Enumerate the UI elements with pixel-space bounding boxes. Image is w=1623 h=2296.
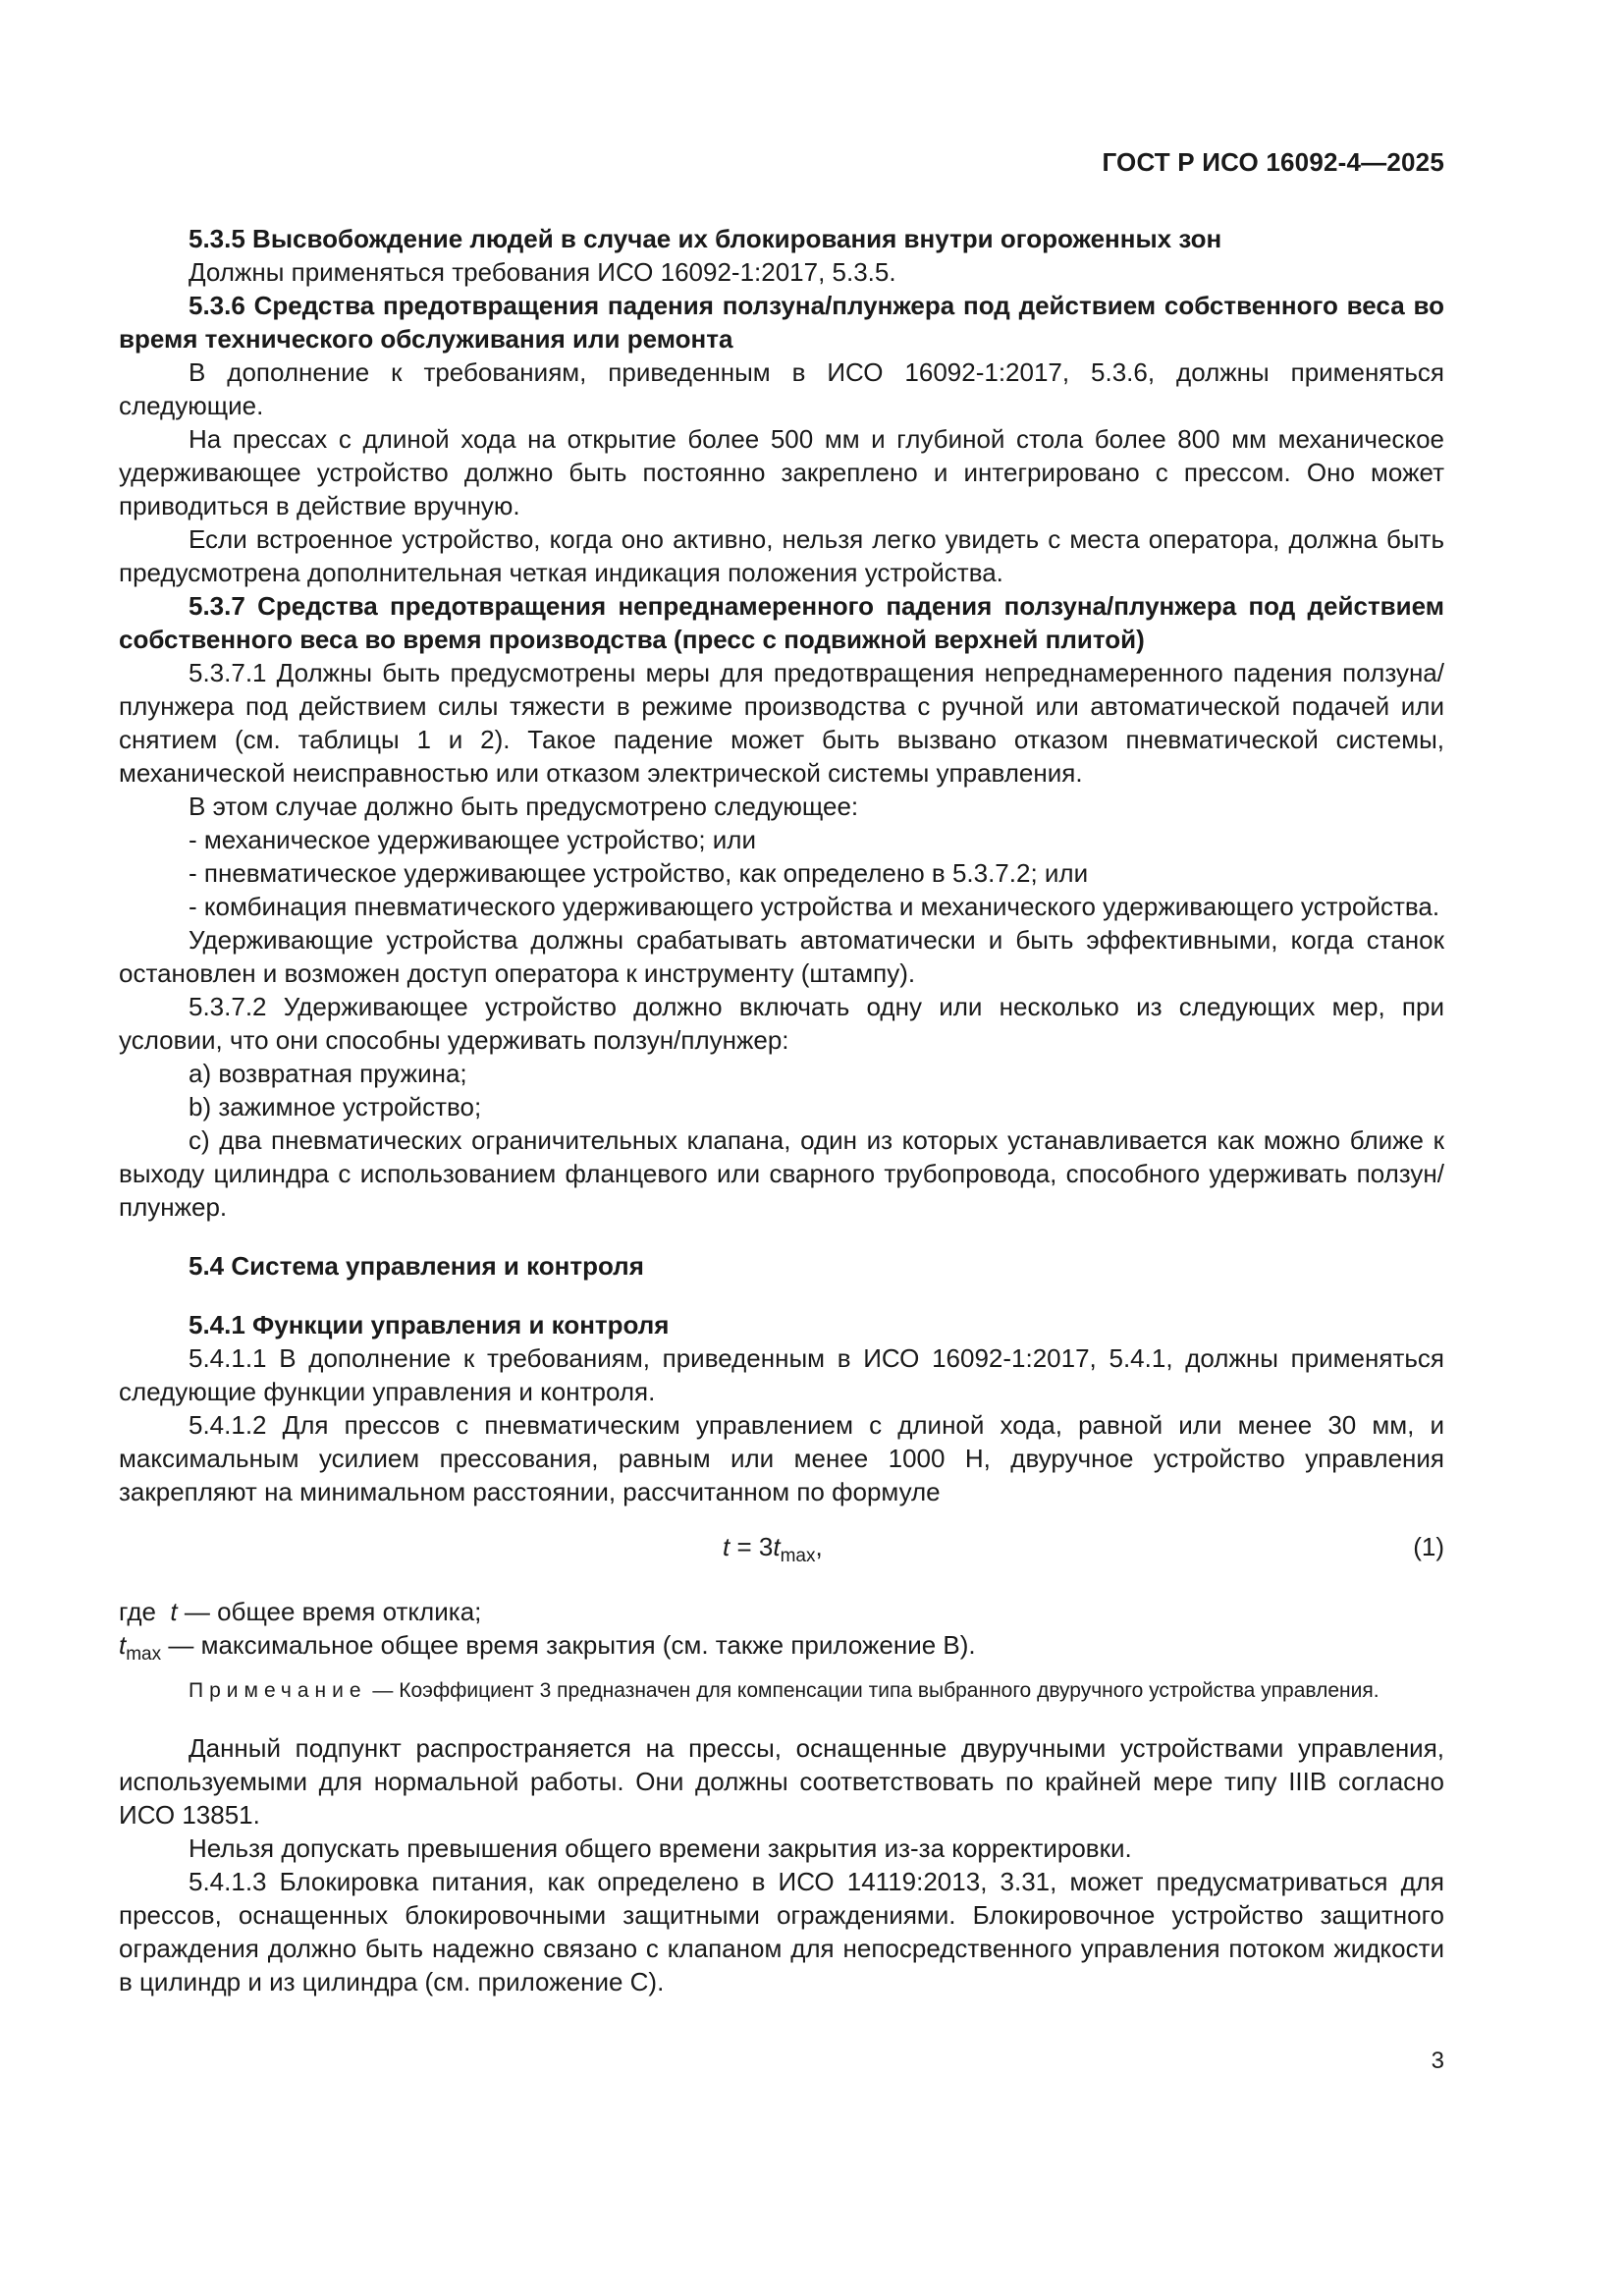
- paragraph: Удерживающие устройства должны срабатывать автоматически и быть эффективными, когда станок остановлен и возможен доступ оператора к инструменту (штампу).: [119, 925, 1444, 988]
- list-item: - механическое удерживающее устройство; или: [189, 825, 756, 854]
- paragraph: В этом случае должно быть предусмотрено следующее:: [189, 792, 859, 821]
- list-item: - пневматическое удерживающее устройство, как определено в 5.3.7.2; или: [189, 858, 1089, 888]
- paragraph: Должны применяться требования ИСО 16092-1:2017, 5.3.5.: [189, 257, 896, 287]
- note-label: Примечание: [189, 1679, 367, 1702]
- paragraph: 5.4.1.2 Для прессов с пневматическим управлением с длиной хода, равной или менее 30 мм, и максимальным усилием прессования, равным или менее 1000 Н, двуручное устройство управления закрепляют на минимальном расстоянии, рассчитанном по формуле: [119, 1410, 1444, 1506]
- note-text: — Коэффициент 3 предназначен для компенсации типа выбранного двуручного устройства управления.: [366, 1679, 1380, 1702]
- section-5-3-7-heading: 5.3.7 Средства предотвращения непреднамеренного падения ползуна/плунжера под действием собственного веса во время производства (пресс с подвижной верхней плитой): [119, 591, 1444, 654]
- document-body: [119, 222, 1444, 1998]
- paragraph: В дополнение к требованиям, приведенным в ИСО 16092-1:2017, 5.3.6, должны применяться следующие.: [119, 357, 1444, 420]
- list-item: а) возвратная пружина;: [189, 1059, 467, 1088]
- paragraph: Данный подпункт распространяется на прессы, оснащенные двуручными устройствами управления, используемыми для нормальной работы. Они должны соответствовать по крайней мере типу IIIB согласно ИСО 13851.: [119, 1733, 1444, 1830]
- formula-number: (1): [1413, 1532, 1444, 1561]
- list-item: - комбинация пневматического удерживающего устройства и механического удерживающего устройства.: [189, 892, 1440, 921]
- list-item: с) два пневматических ограничительных клапана, один из которых устанавливается как можно ближе к выходу цилиндра с использованием фланцевого или сварного трубопровода, способного удерживать ползун/плунжер.: [119, 1125, 1444, 1222]
- paragraph: 5.3.7.1 Должны быть предусмотрены меры для предотвращения непреднамеренного падения ползуна/плунжера под действием силы тяжести в режиме производства с ручной или автоматической подачей или снятием (см. таблицы 1 и 2). Такое падение может быть вызвано отказом пневматической системы, механической неисправностью или отказом электрической системы управления.: [119, 658, 1444, 788]
- list-item: b) зажимное устройство;: [189, 1092, 482, 1121]
- paragraph: На прессах с длиной хода на открытие более 500 мм и глубиной стола более 800 мм механическое удерживающее устройство должно быть постоянно закреплено и интегрировано с прессом. Оно может приводиться в действие вручную.: [119, 424, 1444, 520]
- section-5-4-1-heading: 5.4.1 Функции управления и контроля: [189, 1310, 670, 1339]
- section-5-4-heading: 5.4 Система управления и контроля: [189, 1251, 644, 1281]
- formula-where-tmax: $t_{max}$ — максимальное общее время закрытия (см. также приложение В).: [119, 1630, 976, 1665]
- formula-where-t: где t — общее время отклика;: [119, 1597, 482, 1626]
- paragraph: Если встроенное устройство, когда оно активно, нельзя легко увидеть с места оператора, должна быть предусмотрена дополнительная четкая индикация положения устройства.: [119, 524, 1444, 587]
- formula-expression: $t = 3t_{max}$,: [723, 1532, 823, 1566]
- note: [119, 1675, 1444, 1706]
- formula-1: [119, 1530, 1444, 1569]
- section-5-3-6-heading: 5.3.6 Средства предотвращения падения ползуна/плунжера под действием собственного веса во время технического обслуживания или ремонта: [119, 291, 1444, 354]
- paragraph: 5.4.1.1 В дополнение к требованиям, приведенным в ИСО 16092-1:2017, 5.4.1, должны применяться следующие функции управления и контроля.: [119, 1343, 1444, 1406]
- paragraph: Нельзя допускать превышения общего времени закрытия из-за корректировки.: [189, 1833, 1132, 1863]
- paragraph: 5.4.1.3 Блокировка питания, как определено в ИСО 14119:2013, 3.31, может предусматриваться для прессов, оснащенных блокировочными защитными ограждениями. Блокировочное устройство защитного ограждения должно быть надежно связано с клапаном для непосредственного управления потоком жидкости в цилиндр и из цилиндра (см. приложение С).: [119, 1867, 1444, 1996]
- paragraph: 5.3.7.2 Удерживающее устройство должно включать одну или несколько из следующих мер, при условии, что они способны удерживать ползун/плунжер:: [119, 992, 1444, 1055]
- document-header: ГОСТ Р ИСО 16092-4—2025: [1102, 147, 1444, 177]
- page-number: 3: [1431, 2048, 1444, 2074]
- section-5-3-5-heading: 5.3.5 Высвобождение людей в случае их блокирования внутри огороженных зон: [189, 224, 1222, 253]
